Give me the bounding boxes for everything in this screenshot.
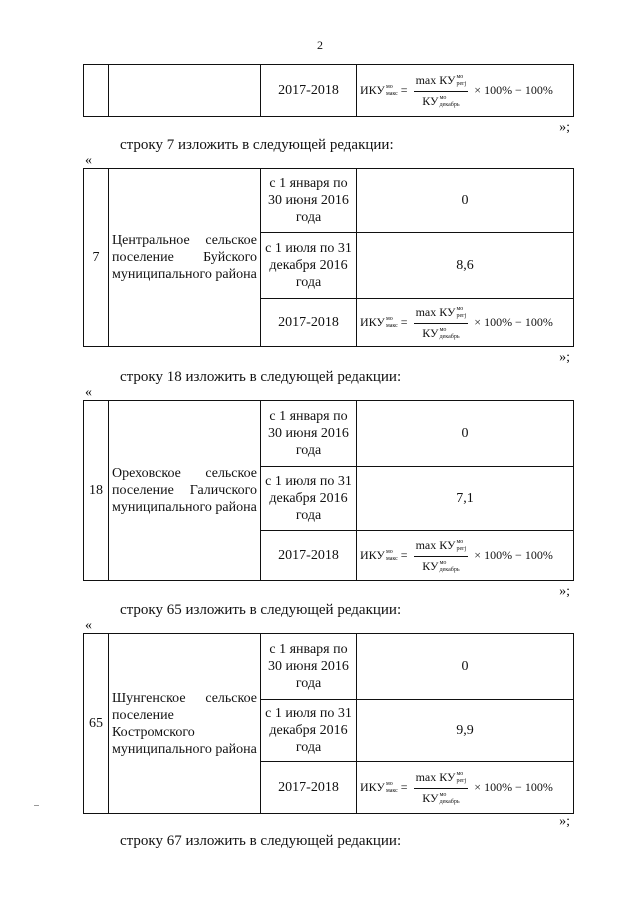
paragraph-row-67: строку 67 изложить в следующей редакции: (120, 833, 402, 849)
settlement-name: Ореховское сельское поселение Галичского муниципального района (109, 401, 261, 581)
formula-fraction: max КУ мо регj КУ мо декабрь (415, 537, 467, 573)
period-cell: с 1 июля по 31 декабря 2016 года (261, 467, 357, 531)
formula-cell (357, 531, 574, 581)
formula-equals: = (400, 315, 408, 329)
open-quote: « (85, 153, 92, 168)
value-cell: 9,9 (357, 700, 574, 762)
table-cell-name (109, 65, 261, 117)
period-cell: с 1 июля по 31 декабря 2016 года (261, 700, 357, 762)
value-cell: 8,6 (357, 233, 574, 299)
formula-lhs: ИКУ мо макс (360, 548, 398, 563)
formula-cell (357, 65, 574, 117)
close-quote: »; (559, 814, 570, 829)
value-cell: 0 (357, 401, 574, 467)
formula-fraction: max КУ мо регj КУ мо декабрь (415, 304, 467, 340)
margin-mark (34, 805, 39, 806)
formula-tail: × 100% − 100% (474, 315, 553, 329)
formula-equals: = (400, 780, 408, 794)
formula (360, 72, 556, 110)
row-number: 65 (84, 634, 109, 814)
formula-tail: × 100% − 100% (474, 548, 553, 562)
page-number: 2 (317, 38, 323, 52)
formula (360, 304, 556, 342)
row-number: 18 (84, 401, 109, 581)
period-cell: 2017-2018 (261, 762, 357, 814)
period-cell: 2017-2018 (261, 65, 357, 117)
value-cell: 0 (357, 169, 574, 233)
close-quote: »; (559, 120, 570, 135)
value-cell: 0 (357, 634, 574, 700)
formula-lhs: ИКУ мо макс (360, 83, 398, 98)
value-cell: 7,1 (357, 467, 574, 531)
period-cell: с 1 января по 30 июня 2016 года (261, 401, 357, 467)
paragraph-row-65: строку 65 изложить в следующей редакции: (120, 602, 402, 618)
period-cell: с 1 января по 30 июня 2016 года (261, 169, 357, 233)
settlement-name: Центральное сельское поселение Буйского муниципального района (109, 169, 261, 347)
formula-fraction: max КУ мо регj КУ мо декабрь (415, 72, 467, 108)
close-quote: »; (559, 584, 570, 599)
formula-equals: = (400, 548, 408, 562)
formula-lhs: ИКУ мо макс (360, 315, 398, 330)
row-table-18 (83, 400, 574, 581)
formula-lhs: ИКУ мо макс (360, 780, 398, 795)
period-cell: с 1 июля по 31 декабря 2016 года (261, 233, 357, 299)
close-quote: »; (559, 350, 570, 365)
row-number: 7 (84, 169, 109, 347)
table-cell-number (84, 65, 109, 117)
period-cell: 2017-2018 (261, 531, 357, 581)
formula-tail: × 100% − 100% (474, 83, 553, 97)
formula-cell (357, 762, 574, 814)
open-quote: « (85, 618, 92, 633)
formula-fraction: max КУ мо регj КУ мо декабрь (415, 769, 467, 805)
formula-tail: × 100% − 100% (474, 780, 553, 794)
period-cell: с 1 января по 30 июня 2016 года (261, 634, 357, 700)
period-cell: 2017-2018 (261, 299, 357, 347)
top-table (83, 64, 574, 117)
formula (360, 769, 556, 807)
settlement-name: Шунгенское сельское поселение Костромского муниципального района (109, 634, 261, 814)
paragraph-row-7: строку 7 изложить в следующей редакции: (120, 137, 394, 153)
paragraph-row-18: строку 18 изложить в следующей редакции: (120, 369, 402, 385)
row-table-65 (83, 633, 574, 814)
formula-cell (357, 299, 574, 347)
open-quote: « (85, 385, 92, 400)
formula-equals: = (400, 83, 408, 97)
formula (360, 537, 556, 575)
row-table-7 (83, 168, 574, 347)
